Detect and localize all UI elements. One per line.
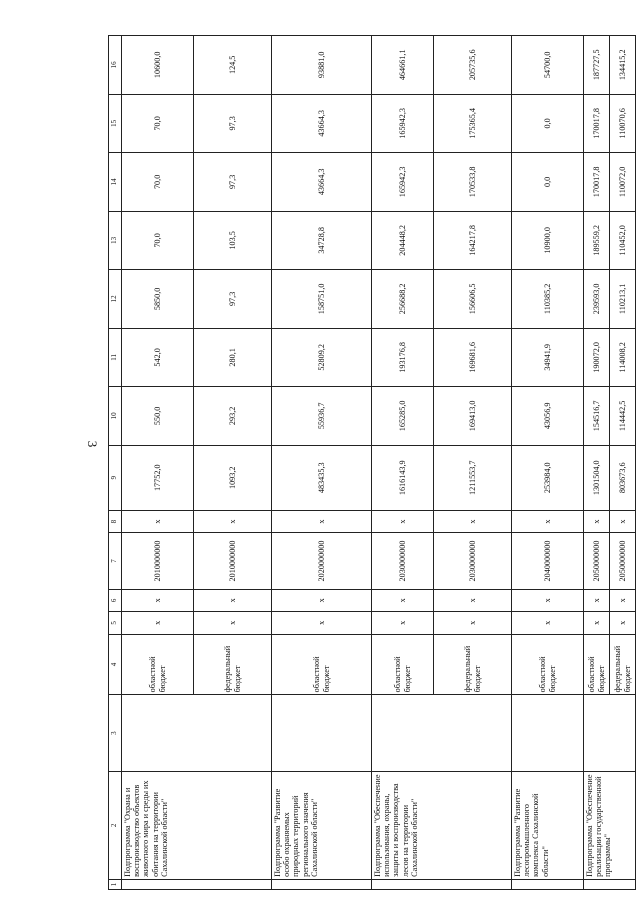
year-amount: 165942,3 (371, 152, 433, 211)
table-row (583, 35, 609, 889)
year-amount: 239593,0 (583, 269, 609, 328)
total-amount: 1301504,0 (583, 445, 609, 510)
not-applicable-mark: x (609, 510, 635, 533)
year-amount: 10600,0 (121, 35, 193, 94)
budget-source: федеральный бюджет (433, 634, 511, 695)
not-applicable-mark: x (121, 510, 193, 533)
row-number-cell (371, 879, 511, 889)
year-amount: 205735,6 (433, 35, 511, 94)
column-number-12: 12 (108, 269, 121, 328)
subprogram-name: Подпрограмма "Обеспечение использования, охраны, защиты и воспроизводства лесов на территории Сахалинской области" (371, 771, 511, 879)
not-applicable-mark: x (609, 589, 635, 612)
column-number-6: 6 (108, 589, 121, 612)
executor-cell (371, 694, 511, 771)
column-number-9: 9 (108, 445, 121, 510)
not-applicable-mark: x (371, 589, 433, 612)
year-amount: 124,5 (193, 35, 271, 94)
executor-cell (511, 694, 583, 771)
not-applicable-mark: x (121, 611, 193, 634)
year-amount: 0,0 (511, 152, 583, 211)
year-amount: 93881,0 (271, 35, 371, 94)
year-amount: 164217,8 (433, 211, 511, 270)
table-row (121, 35, 193, 889)
year-amount: 114008,2 (609, 328, 635, 387)
not-applicable-mark: x (121, 589, 193, 612)
year-amount: 165285,0 (371, 386, 433, 445)
year-amount: 70,0 (121, 152, 193, 211)
year-amount: 43056,9 (511, 386, 583, 445)
year-amount: 190072,0 (583, 328, 609, 387)
target-article-code: 2050000000 (583, 532, 609, 588)
total-amount: 17752,0 (121, 445, 193, 510)
total-amount: 1616143,9 (371, 445, 433, 510)
year-amount: 169413,0 (433, 386, 511, 445)
not-applicable-mark: x (433, 510, 511, 533)
table-body (121, 35, 635, 889)
target-article-code: 2010000000 (121, 532, 193, 588)
not-applicable-mark: x (511, 510, 583, 533)
target-article-code: 2040000000 (511, 532, 583, 588)
year-amount: 204448,2 (371, 211, 433, 270)
not-applicable-mark: x (583, 589, 609, 612)
not-applicable-mark: x (271, 589, 371, 612)
year-amount: 110070,6 (609, 94, 635, 153)
not-applicable-mark: x (271, 611, 371, 634)
year-amount: 103,5 (193, 211, 271, 270)
year-amount: 256688,2 (371, 269, 433, 328)
year-amount: 187727,5 (583, 35, 609, 94)
column-number-16: 16 (108, 35, 121, 94)
not-applicable-mark: x (371, 510, 433, 533)
year-amount: 154516,7 (583, 386, 609, 445)
column-number-14: 14 (108, 152, 121, 211)
year-amount: 293,2 (193, 386, 271, 445)
year-amount: 170533,8 (433, 152, 511, 211)
year-amount: 110072,0 (609, 152, 635, 211)
year-amount: 170017,8 (583, 94, 609, 153)
budget-source: областной бюджет (371, 634, 433, 695)
target-article-code: 2020000000 (271, 532, 371, 588)
total-amount: 1211553,7 (433, 445, 511, 510)
subprogram-name: Подпрограмма "Обеспечение реализации государственной программы" (583, 771, 635, 879)
year-amount: 0,0 (511, 94, 583, 153)
year-amount: 156606,5 (433, 269, 511, 328)
column-number-7: 7 (108, 532, 121, 588)
not-applicable-mark: x (511, 589, 583, 612)
year-amount: 97,3 (193, 152, 271, 211)
total-amount: 1093,2 (193, 445, 271, 510)
target-article-code: 2030000000 (433, 532, 511, 588)
not-applicable-mark: x (433, 611, 511, 634)
total-amount: 803673,6 (609, 445, 635, 510)
row-number-cell (583, 879, 635, 889)
budget-source: федеральный бюджет (193, 634, 271, 695)
executor-cell (583, 694, 635, 771)
year-amount: 34941,9 (511, 328, 583, 387)
row-number-cell (121, 879, 271, 889)
not-applicable-mark: x (433, 589, 511, 612)
year-amount: 110385,2 (511, 269, 583, 328)
year-amount: 5850,0 (121, 269, 193, 328)
column-number-2: 2 (108, 771, 121, 879)
year-amount: 97,3 (193, 94, 271, 153)
budget-source: федеральный бюджет (609, 634, 635, 695)
not-applicable-mark: x (193, 589, 271, 612)
column-number-15: 15 (108, 94, 121, 153)
budget-source: областной бюджет (511, 634, 583, 695)
budget-table (108, 35, 636, 890)
executor-cell (271, 694, 371, 771)
column-number-8: 8 (108, 510, 121, 533)
not-applicable-mark: x (193, 510, 271, 533)
column-number-4: 4 (108, 634, 121, 695)
target-article-code: 2030000000 (371, 532, 433, 588)
year-amount: 10900,0 (511, 211, 583, 270)
column-number-11: 11 (108, 328, 121, 387)
year-amount: 55936,7 (271, 386, 371, 445)
rotated-table-wrapper (108, 35, 631, 890)
year-amount: 34728,8 (271, 211, 371, 270)
not-applicable-mark: x (371, 611, 433, 634)
not-applicable-mark: x (511, 611, 583, 634)
target-article-code: 2050000000 (609, 532, 635, 588)
year-amount: 542,0 (121, 328, 193, 387)
page-number: 3 (85, 440, 100, 448)
row-number-cell (271, 879, 371, 889)
year-amount: 70,0 (121, 94, 193, 153)
column-number-1: 1 (108, 879, 121, 889)
column-number-13: 13 (108, 211, 121, 270)
not-applicable-mark: x (583, 611, 609, 634)
target-article-code: 2010000000 (193, 532, 271, 588)
year-amount: 134415,2 (609, 35, 635, 94)
budget-source: областной бюджет (121, 634, 193, 695)
year-amount: 43664,3 (271, 152, 371, 211)
subprogram-name: Подпрограмма "Охрана и воспроизводство объектов животного мира и среды их обитания на территории Сахалинской области" (121, 771, 271, 879)
column-number-row (108, 35, 121, 889)
year-amount: 52809,2 (271, 328, 371, 387)
year-amount: 169681,6 (433, 328, 511, 387)
column-number-10: 10 (108, 386, 121, 445)
year-amount: 54700,0 (511, 35, 583, 94)
year-amount: 170017,8 (583, 152, 609, 211)
year-amount: 193176,8 (371, 328, 433, 387)
total-amount: 483435,3 (271, 445, 371, 510)
column-number-5: 5 (108, 611, 121, 634)
total-amount: 253984,0 (511, 445, 583, 510)
not-applicable-mark: x (609, 611, 635, 634)
year-amount: 97,3 (193, 269, 271, 328)
year-amount: 110452,0 (609, 211, 635, 270)
year-amount: 70,0 (121, 211, 193, 270)
year-amount: 43664,3 (271, 94, 371, 153)
column-number-3: 3 (108, 694, 121, 771)
not-applicable-mark: x (271, 510, 371, 533)
year-amount: 158751,0 (271, 269, 371, 328)
year-amount: 464661,1 (371, 35, 433, 94)
not-applicable-mark: x (583, 510, 609, 533)
year-amount: 280,1 (193, 328, 271, 387)
year-amount: 110213,1 (609, 269, 635, 328)
year-amount: 165942,3 (371, 94, 433, 153)
executor-cell (121, 694, 271, 771)
budget-source: областной бюджет (583, 634, 609, 695)
table-row (371, 35, 433, 889)
table-row (511, 35, 583, 889)
year-amount: 114442,5 (609, 386, 635, 445)
row-number-cell (511, 879, 583, 889)
year-amount: 175365,4 (433, 94, 511, 153)
subprogram-name: Подпрограмма "Развитие особо охраняемых природных территорий регионального значения Сахалинской области" (271, 771, 371, 879)
subprogram-name: Подпрограмма "Развитие лесопромышленного комплекса Сахалинской области" (511, 771, 583, 879)
year-amount: 550,0 (121, 386, 193, 445)
budget-source: областной бюджет (271, 634, 371, 695)
not-applicable-mark: x (193, 611, 271, 634)
year-amount: 189559,2 (583, 211, 609, 270)
table-row (271, 35, 371, 889)
